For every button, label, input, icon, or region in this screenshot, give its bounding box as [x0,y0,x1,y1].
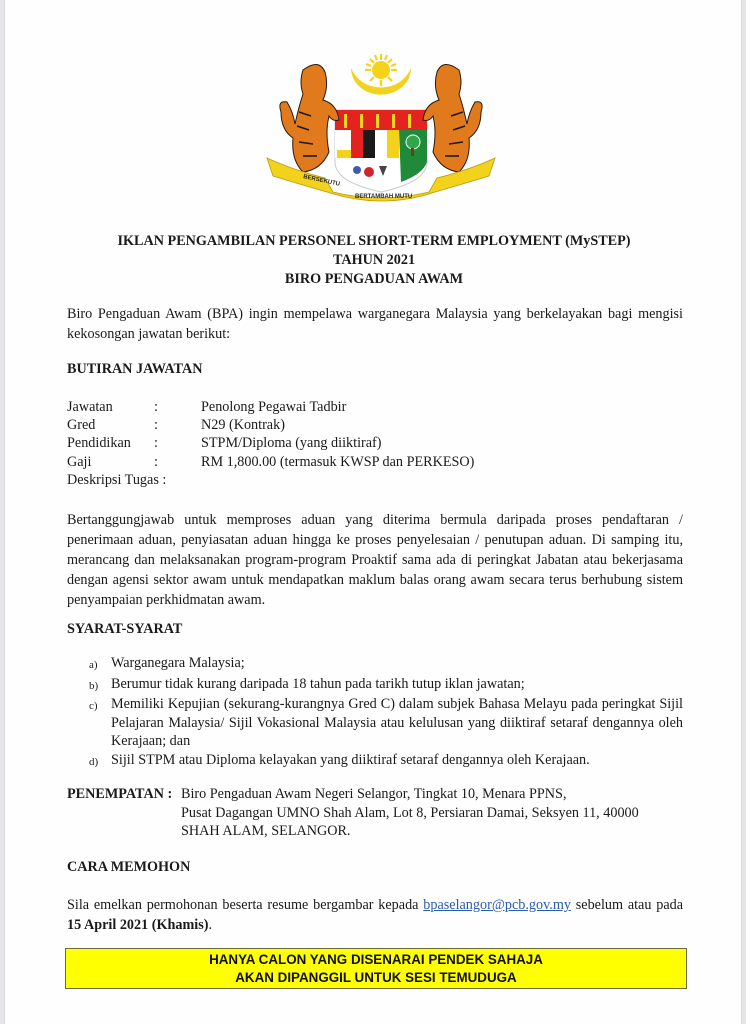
detail-value: RM 1,800.00 (termasuk KWSP dan PERKESO) [201,453,475,470]
placement-section [67,785,639,841]
list-item-text: Sijil STPM atau Diploma kelayakan yang diiktiraf setaraf dengannya oleh Kerajaan. [111,751,590,768]
detail-row-jawatan [67,398,474,416]
title-line-3: BIRO PENGADUAN AWAM [284,271,464,287]
list-marker: a) [89,659,98,671]
detail-label: Jawatan [67,399,113,415]
title-line-2: TAHUN 2021 [332,252,416,268]
list-marker: d) [89,755,99,768]
list-item [89,751,683,772]
detail-value: STPM/Diploma (yang diiktiraf) [201,435,382,452]
detail-row-gaji [67,453,474,471]
description-label: Deskripsi Tugas : [67,471,167,488]
placement-label: PENEMPATAN : [67,786,173,802]
detail-row-deskripsi [67,471,474,489]
apply-text-middle: sebelum atau pada [575,897,684,913]
apply-text-before: Sila emelkan permohonan beserta resume bergambar kepada [67,897,419,913]
detail-value: N29 (Kontrak) [201,417,285,434]
requirements-heading: SYARAT-SYARAT [67,621,183,637]
detail-colon: : [154,453,158,470]
job-details-heading: BUTIRAN JAWATAN [67,361,203,377]
detail-colon: : [154,435,158,452]
address-line-1: Biro Pengaduan Awam Negeri Selangor, Tingkat 10, Menara PPNS, [181,786,567,802]
email-link[interactable]: bpaselangor@pcb.gov.my [423,897,571,913]
detail-row-gred [67,416,474,434]
placement-row [67,785,639,841]
detail-label: Gaji [67,453,92,470]
malaysia-coat-of-arms-icon [263,42,499,202]
list-marker: c) [89,700,98,713]
detail-label: Gred [67,417,96,434]
detail-value: Penolong Pegawai Tadbir [201,399,347,415]
address-line-3: SHAH ALAM, SELANGOR. [181,823,351,840]
title-line-1: IKLAN PENGAMBILAN PERSONEL SHORT-TERM EMPLOYMENT (MySTEP) [117,233,631,249]
notice-line-2: AKAN DIPANGGIL UNTUK SESI TEMUDUGA [235,970,517,985]
detail-label: Pendidikan [67,435,131,452]
notice-line-1: HANYA CALON YANG DISENARAI PENDEK SAHAJA [209,952,543,967]
detail-colon: : [154,417,158,434]
list-item [89,675,683,696]
job-description-paragraph: Bertanggungjawab untuk memproses aduan yang diterima bermula daripada proses pendaftaran / penerimaan aduan, penyiasatan aduan hingga ke proses penyelesaian / penutupan aduan. Di samping itu, merancang dan melaksanakan program-program Proaktif sama ada di peringkat Jabatan atau bekerjasama dengan agensi sektor awam untuk mendapatkan maklum balas orang awam secara terus berhubung sistem penyampaian perkhidmatan awam. [67,512,683,608]
motto-center: BERTAMBAH MUTU [355,194,413,200]
intro-paragraph: Biro Pengaduan Awam (BPA) ingin mempelawa warganegara Malaysia yang berkelayakan bagi mengisi kekosongan jawatan berikut: [67,306,683,342]
apply-text-after: . [208,917,213,933]
how-to-apply-heading: CARA MEMOHON [67,859,191,875]
how-to-apply-paragraph [67,895,683,935]
list-item [89,654,683,675]
deadline-date: 15 April 2021 (Khamis) [67,917,209,933]
motto-left: BERSEKUTU [302,174,341,188]
document-title [1,232,746,289]
list-marker: b) [89,679,99,692]
requirements-list [89,654,683,772]
list-item-text: Memiliki Kepujian (sekurang-kurangnya Gred C) dalam subjek Bahasa Melayu pada peringkat Sijil Pelajaran Malaysia/ Sijil Vokasional Malaysia atau kelulusan yang diiktiraf setaraf dengannya oleh Kerajaan; dan [111,696,683,750]
detail-row-pendidikan [67,434,474,452]
placement-address [181,785,639,841]
shortlist-notice-box [65,948,687,989]
list-item [89,695,683,751]
address-line-2: Pusat Dagangan UMNO Shah Alam, Lot 8, Persiaran Damai, Seksyen 11, 40000 [181,804,639,821]
list-item-text: Berumur tidak kurang daripada 18 tahun pada tarikh tutup iklan jawatan; [111,675,525,692]
document-page [4,0,742,1024]
list-item-text: Warganegara Malaysia; [111,655,245,671]
detail-colon: : [154,399,158,415]
job-details-table [67,398,474,489]
